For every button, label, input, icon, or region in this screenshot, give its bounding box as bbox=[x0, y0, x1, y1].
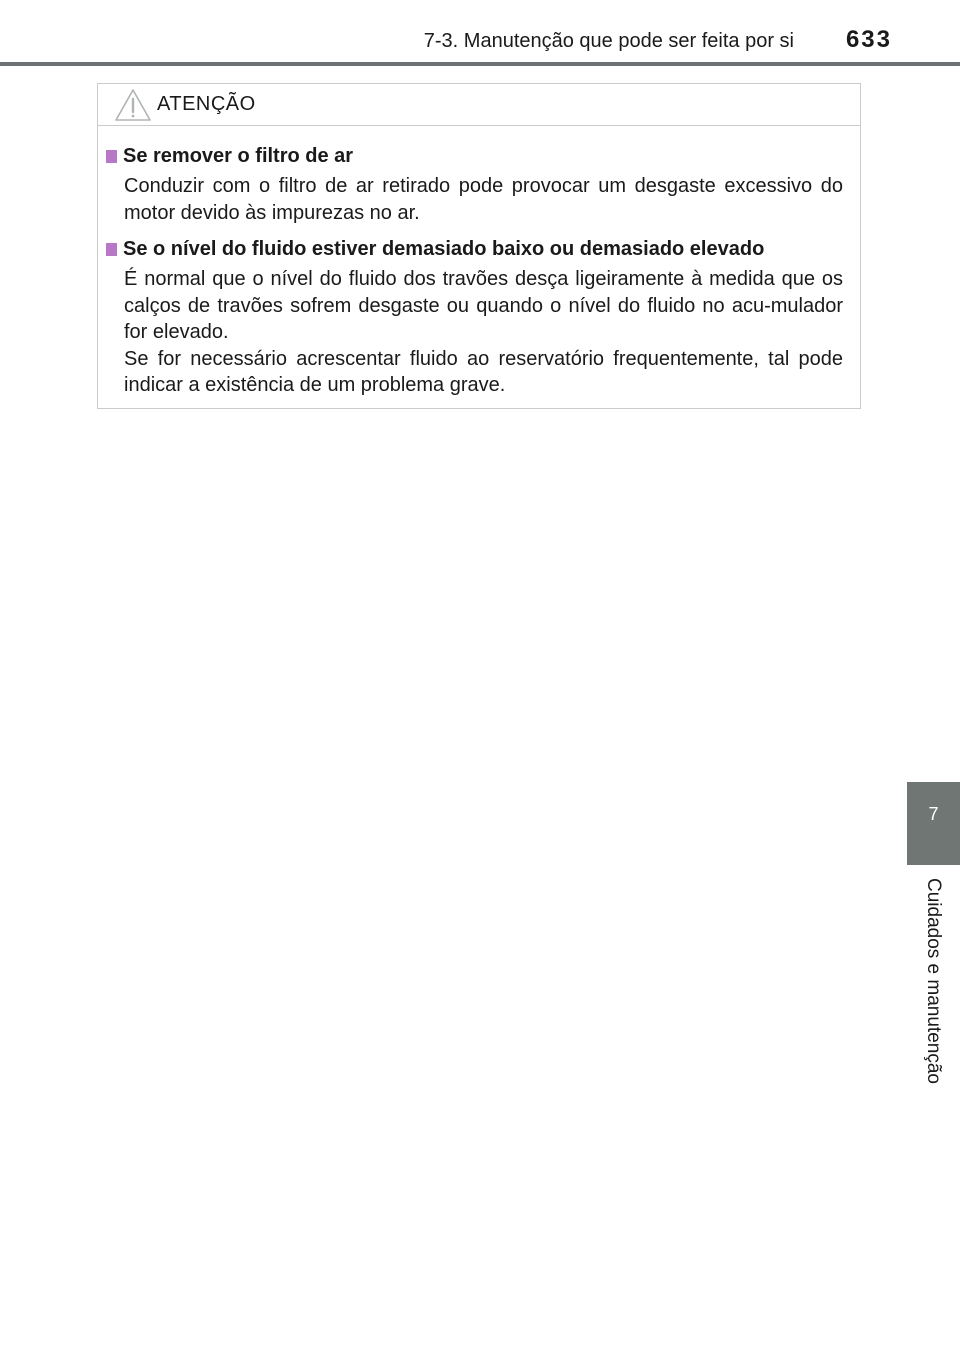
page-header bbox=[0, 0, 960, 66]
warning-title: ATENÇÃO bbox=[157, 93, 256, 115]
warning-box bbox=[97, 83, 861, 409]
square-bullet-icon bbox=[106, 243, 117, 256]
chapter-number: 7 bbox=[928, 804, 939, 824]
warning-item-heading bbox=[106, 236, 843, 262]
square-bullet-icon bbox=[106, 150, 117, 163]
paragraph: Se for necessário acrescentar fluido ao reservatório frequentemente, tal pode indicar a existência de um problema grave. bbox=[124, 347, 843, 396]
warning-item bbox=[106, 236, 843, 399]
section-title: 7-3. Manutenção que pode ser feita por si bbox=[423, 30, 794, 52]
warning-item-title: Se o nível do fluido estiver demasiado baixo ou demasiado elevado bbox=[123, 238, 765, 260]
warning-item-title: Se remover o filtro de ar bbox=[123, 145, 354, 167]
paragraph: Conduzir com o filtro de ar retirado pode provocar um desgaste excessivo do motor devido às impurezas no ar. bbox=[124, 175, 843, 224]
chapter-label bbox=[907, 878, 960, 1108]
warning-item-heading bbox=[106, 143, 843, 169]
warning-item bbox=[106, 143, 843, 226]
chapter-tab bbox=[907, 782, 960, 865]
header-divider bbox=[0, 62, 960, 66]
chapter-title: Cuidados e manutenção bbox=[923, 878, 944, 1084]
paragraph: É normal que o nível do fluido dos travões desça ligeiramente à medida que os calços de travões sofrem desgaste ou quando o nível do fluido no acu-mulador for elevado. bbox=[124, 268, 843, 343]
warning-item-text bbox=[106, 266, 843, 399]
warning-header bbox=[98, 84, 860, 126]
warning-body bbox=[98, 126, 860, 399]
page-number: 633 bbox=[845, 26, 892, 53]
warning-item-text bbox=[106, 173, 843, 226]
warning-triangle-icon bbox=[114, 88, 152, 122]
